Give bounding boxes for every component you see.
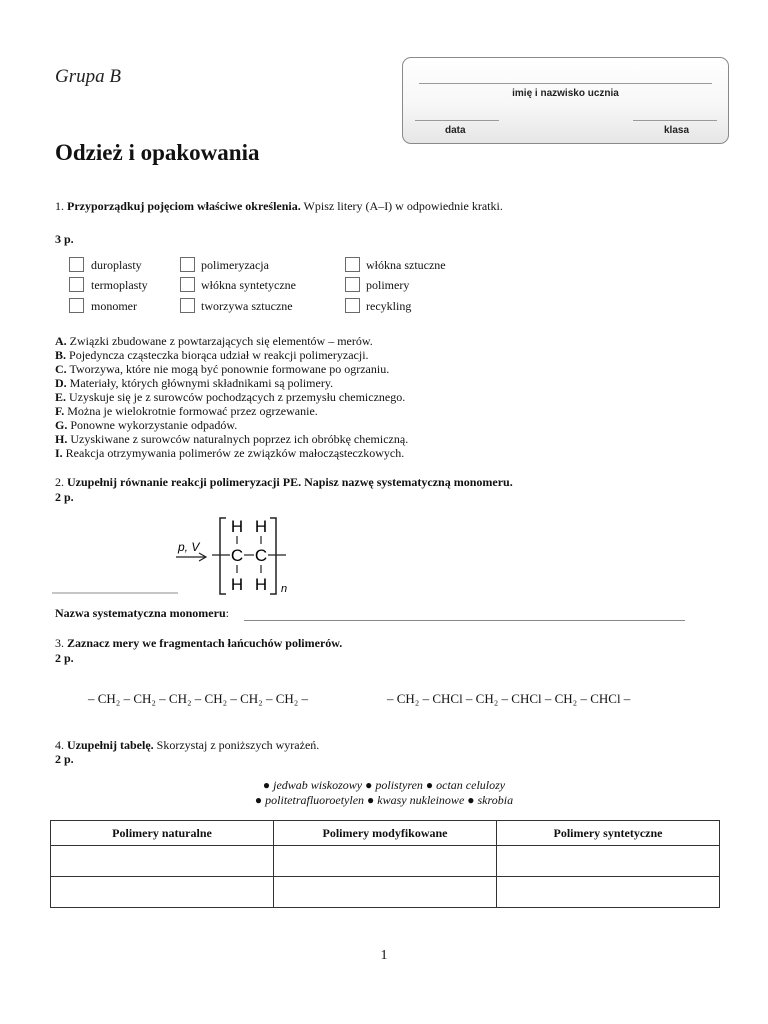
term-monomer: monomer (91, 299, 137, 313)
definition-letter: A. (55, 334, 67, 348)
polymer-chain-polyethylene[interactable]: – CH₂ – CH₂ – CH₂ – CH₂ – CH₂ – CH₂ – (88, 691, 309, 706)
column-natural: Polimery naturalne (51, 821, 274, 846)
task4-number: 4. (55, 738, 64, 752)
definition-text: Ponowne wykorzystanie odpadów. (70, 418, 238, 432)
definition-g (55, 418, 237, 433)
monomer-answer-line[interactable] (244, 620, 685, 621)
task2-points: 2 p. (55, 490, 74, 504)
definition-letter: G. (55, 418, 68, 432)
term-termoplasty: termoplasty (91, 278, 148, 292)
definition-letter: H. (55, 432, 68, 446)
date-label: data (445, 125, 466, 136)
table-row (51, 877, 720, 908)
task4-instruction-rest: Skorzystaj z poniższych wyrażeń. (156, 738, 320, 752)
answer-box-wlokna-sztuczne[interactable] (345, 257, 360, 272)
task2-number: 2. (55, 475, 64, 489)
monomer-name-label: Nazwa systematyczna monomeru (55, 606, 226, 620)
task2-instruction (55, 475, 513, 490)
definition-i (55, 446, 404, 461)
task1-instruction-bold: Przyporządkuj pojęciom właściwe określenia. (67, 199, 301, 213)
definition-text: Uzyskiwane z surowców naturalnych poprzez ich obróbkę chemiczną. (70, 432, 409, 446)
right-bracket (270, 518, 276, 594)
definition-letter: F. (55, 404, 65, 418)
definition-letter: I. (55, 446, 63, 460)
definition-text: Uzyskuje się je z surowców pochodzących z przemysłu chemicznego. (69, 390, 406, 404)
definition-h (55, 432, 408, 447)
definition-f (55, 404, 318, 419)
term-tworzywa-sztuczne: tworzywa sztuczne (201, 299, 293, 313)
definition-text: Reakcja otrzymywania polimerów ze związków małocząsteczkowych. (65, 446, 405, 460)
task3-points: 2 p. (55, 651, 74, 665)
answer-box-termoplasty[interactable] (69, 277, 84, 292)
definition-letter: E. (55, 390, 67, 404)
table-cell[interactable] (274, 846, 497, 877)
answer-box-monomer[interactable] (69, 298, 84, 313)
table-cell[interactable] (51, 877, 274, 908)
reaction-conditions: p, V (178, 540, 200, 554)
task4-instruction-bold: Uzupełnij tabelę. (67, 738, 154, 752)
task3-number: 3. (55, 636, 64, 650)
table-cell[interactable] (497, 846, 720, 877)
definition-text: Związki zbudowane z powtarzających się elementów – merów. (69, 334, 373, 348)
definition-text: Pojedyncza cząsteczka biorąca udział w reakcji polimeryzacji. (69, 348, 369, 362)
task1-points: 3 p. (55, 232, 74, 246)
atom-h: H (230, 517, 244, 536)
column-synthetic: Polimery syntetyczne (497, 821, 720, 846)
atom-c: C (230, 546, 244, 565)
column-modified: Polimery modyfikowane (274, 821, 497, 846)
definition-letter: C. (55, 362, 67, 376)
word-bank-line-1: ● jedwab wiskozowy ● polistyren ● octan celulozy (262, 778, 506, 792)
task2-instruction-bold: Uzupełnij równanie reakcji polimeryzacji PE. Napisz nazwę systematyczną monomeru. (67, 475, 513, 489)
task3-instruction (55, 636, 342, 651)
task1-instruction (55, 199, 503, 214)
answer-box-wlokna-syntetyczne[interactable] (180, 277, 195, 292)
table-cell[interactable] (274, 877, 497, 908)
atom-c: C (254, 546, 268, 565)
term-wlokna-syntetyczne: włókna syntetyczne (201, 278, 296, 292)
left-bracket (220, 518, 226, 594)
student-name-line (419, 83, 712, 84)
term-polimery: polimery (366, 278, 410, 292)
term-wlokna-sztuczne: włókna sztuczne (366, 258, 446, 272)
polymerization-scheme (0, 500, 768, 600)
task1-instruction-rest: Wpisz litery (A–I) w odpowiednie kratki. (303, 199, 503, 213)
word-bank-line-2: ● politetrafluoroetylen ● kwasy nukleinowe ● skrobia (254, 793, 514, 807)
term-recykling: recykling (366, 299, 412, 313)
atom-h: H (254, 517, 268, 536)
definition-c (55, 362, 389, 377)
answer-box-tworzywa-sztuczne[interactable] (180, 298, 195, 313)
task3-instruction-bold: Zaznacz mery we fragmentach łańcuchów polimerów. (67, 636, 343, 650)
definition-letter: B. (55, 348, 67, 362)
date-line (415, 120, 499, 121)
polymer-chain-pvc[interactable]: – CH₂ – CHCl – CH₂ – CHCl – CH₂ – CHCl – (387, 691, 631, 706)
task1-number: 1. (55, 199, 64, 213)
student-name-label: imię i nazwisko ucznia (512, 88, 619, 99)
definition-text: Tworzywa, które nie mogą być ponownie formowane po ogrzaniu. (69, 362, 390, 376)
definition-d (55, 376, 333, 391)
table-cell[interactable] (51, 846, 274, 877)
answer-box-polimeryzacja[interactable] (180, 257, 195, 272)
answer-box-recykling[interactable] (345, 298, 360, 313)
task4-points: 2 p. (55, 752, 74, 766)
atom-h: H (230, 575, 244, 594)
page-title: Odzież i opakowania (55, 140, 260, 165)
term-polimeryzacja: polimeryzacja (201, 258, 269, 272)
task4-instruction (55, 738, 319, 753)
table-header-row (51, 821, 720, 846)
definition-b (55, 348, 369, 363)
answer-box-polimery[interactable] (345, 277, 360, 292)
group-label: Grupa B (55, 66, 121, 87)
class-label: klasa (664, 125, 690, 136)
monomer-name-colon: : (225, 606, 229, 620)
definition-text: Można je wielokrotnie formować przez ogrzewanie. (67, 404, 318, 418)
definition-letter: D. (55, 376, 67, 390)
answer-box-duroplasty[interactable] (69, 257, 84, 272)
class-line (633, 120, 717, 121)
term-duroplasty: duroplasty (91, 258, 142, 272)
polymer-classification-table (50, 820, 720, 908)
table-cell[interactable] (497, 877, 720, 908)
atom-h: H (254, 575, 268, 594)
definition-e (55, 390, 405, 405)
page-number: 1 (380, 948, 388, 963)
definition-a (55, 334, 373, 349)
repeat-subscript: n (281, 583, 288, 595)
definition-text: Materiały, których głównymi składnikami są polimery. (69, 376, 334, 390)
monomer-name-row (55, 606, 229, 621)
student-header-box (402, 57, 729, 144)
table-row (51, 846, 720, 877)
